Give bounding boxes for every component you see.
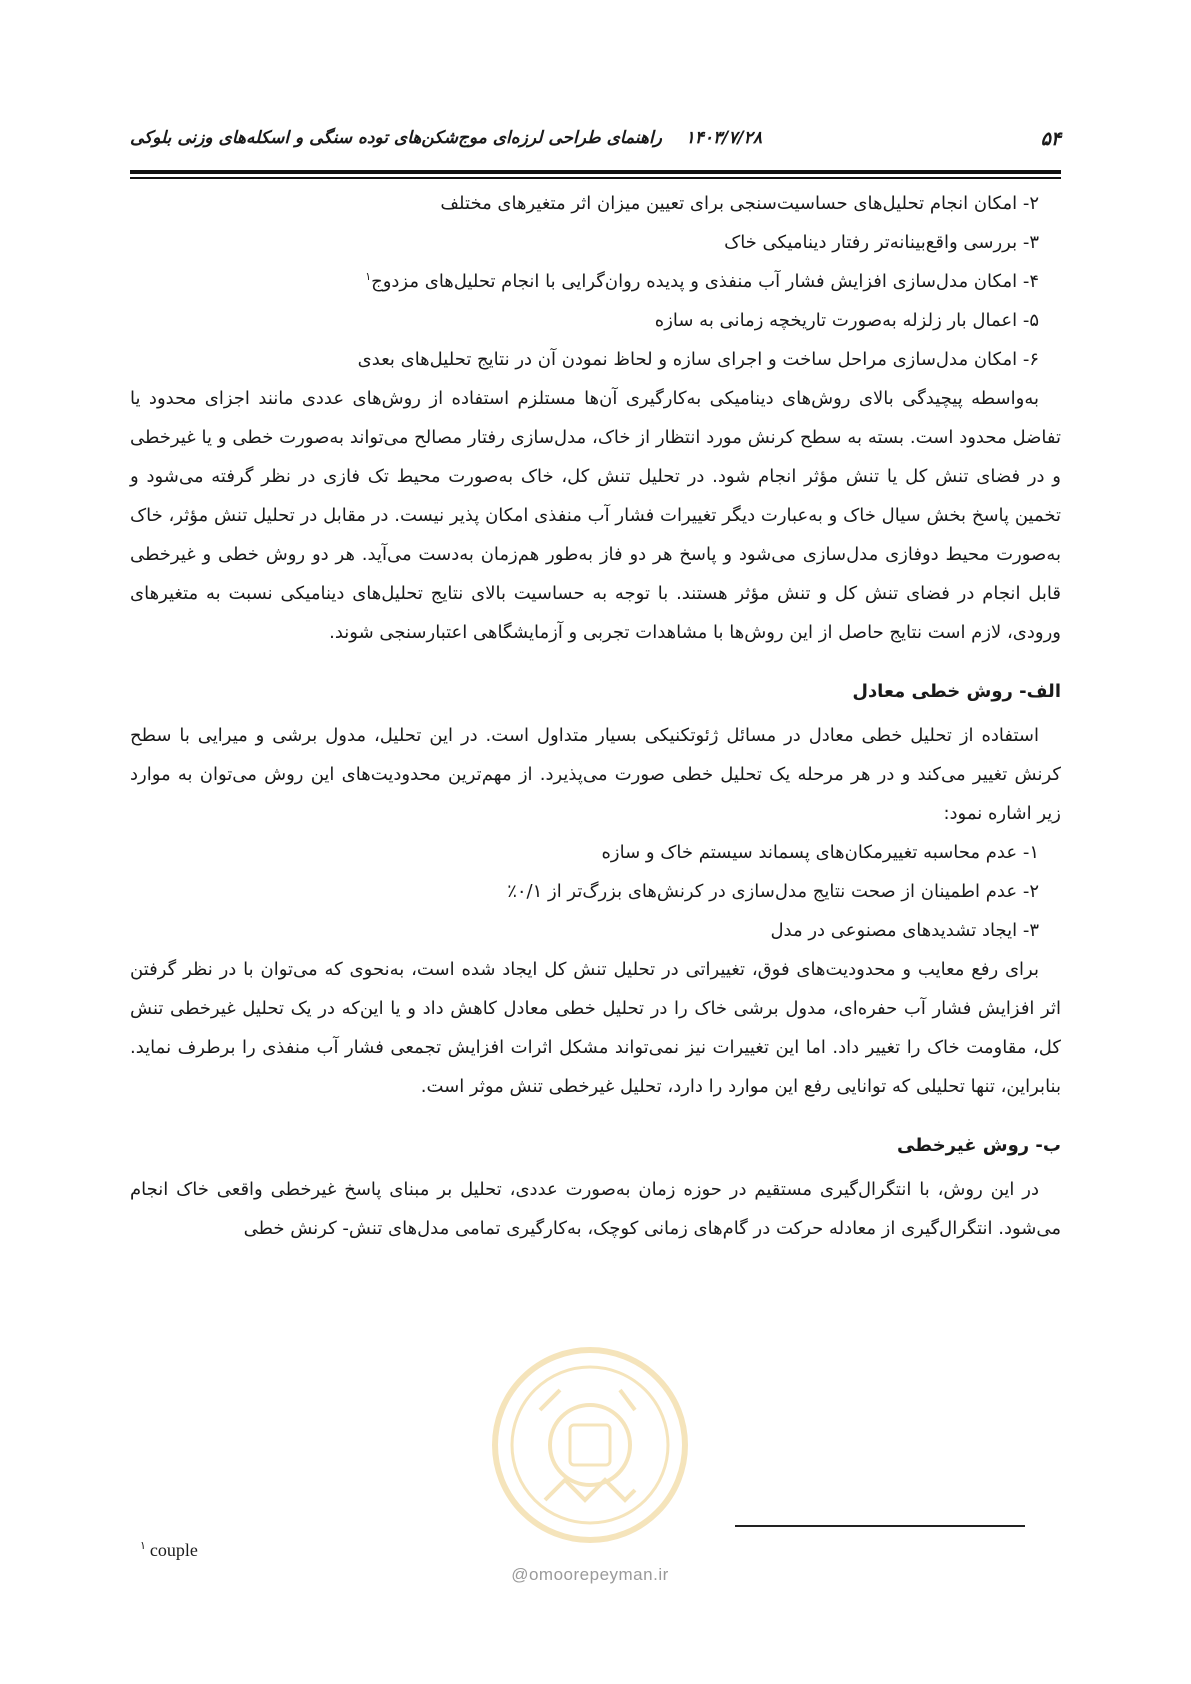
footnote-text: couple	[149, 1540, 198, 1560]
header-date: ۱۴۰۳/۷/۲۸	[685, 128, 762, 148]
paragraph: به‌واسطه پیچیدگی بالای روش‌های دینامیکی به‌کارگیری آن‌ها مستلزم استفاده از روش‌های عددی مانند اجزای محدود یا تفاضل محدود است. بسته به سطح کرنش مورد انتظار از خاک، مدل‌سازی رفتار مصالح می‌تواند به‌صورت خطی و یا غیرخطی و در فضای تنش کل یا تنش مؤثر انجام شود. در تحلیل تنش کل، خاک به‌صورت محیط تک فازی در نظر گرفته می‌شود و تخمین پاسخ بخش سیال خاک و به‌عبارت دیگر تغییرات فشار آب منفذی امکان پذیر نیست. در مقابل در تحلیل تنش مؤثر، خاک به‌صورت محیط دوفازی مدل‌سازی می‌شود و پاسخ هر دو فاز به‌طور هم‌زمان به‌دست می‌آید. هر دو روش خطی و غیرخطی قابل انجام در فضای تنش کل و تنش مؤثر هستند. با توجه به حساسیت بالای نتایج تحلیل‌های دینامیکی نسبت به متغیرهای ورودی، لازم است نتایج حاصل از این روش‌ها با مشاهدات تجربی و آزمایشگاهی اعتبارسنجی شوند.	[130, 388, 1061, 643]
header-rule-thin	[130, 177, 1061, 179]
list-item: ۲- امکان انجام تحلیل‌های حساسیت‌سنجی برای تعیین میزان اثر متغیرهای مختلف	[440, 193, 1039, 214]
list-item: ۱- عدم محاسبه تغییرمکان‌های پسماند سیستم خاک و سازه	[601, 842, 1039, 863]
list-item-text: ۴- امکان مدل‌سازی افزایش فشار آب منفذی و پدیده روان‌گرایی با انجام تحلیل‌های مزدوج	[371, 271, 1039, 292]
section-heading: الف- روش خطی معادل	[852, 681, 1061, 702]
header-rule	[130, 170, 1061, 174]
paragraph: در این روش، با انتگرال‌گیری مستقیم در حوزه زمان به‌صورت عددی، تحلیل بر مبنای پاسخ غیرخطی واقعی خاک انجام می‌شود. انتگرال‌گیری از معادله حرکت در گام‌های زمانی کوچک، به‌کارگیری تمامی مدل‌های تنش- کرنش خطی	[130, 1179, 1061, 1239]
list-item: ۵- اعمال بار زلزله به‌صورت تاریخچه زمانی به سازه	[654, 310, 1039, 331]
section-heading: ب- روش غیرخطی	[896, 1135, 1061, 1156]
page-body	[130, 184, 1061, 1248]
footnote-rule	[735, 1525, 1025, 1527]
watermark-text: @omoorepeyman.ir	[511, 1565, 669, 1584]
watermark	[485, 1330, 695, 1610]
paragraph: استفاده از تحلیل خطی معادل در مسائل ژئوتکنیکی بسیار متداول است. در این تحلیل، مدول برشی و میرایی با سطح کرنش تغییر می‌کند و در هر مرحله یک تحلیل خطی صورت می‌پذیرد. از مهم‌ترین محدودیت‌های این روش می‌توان به موارد زیر اشاره نمود:	[130, 725, 1061, 824]
footnote-marker: ۱	[365, 270, 372, 283]
footnote-number: ۱	[140, 1540, 146, 1552]
list-item: ۶- امکان مدل‌سازی مراحل ساخت و اجرای سازه و لحاظ نمودن آن در نتایج تحلیل‌های بعدی	[357, 349, 1039, 370]
page-header	[130, 126, 1061, 154]
list-item: ۳- بررسی واقع‌بینانه‌تر رفتار دینامیکی خاک	[724, 232, 1039, 253]
footnote	[140, 1540, 198, 1561]
list-item: ۳- ایجاد تشدیدهای مصنوعی در مدل	[770, 920, 1039, 941]
list-item	[130, 262, 1061, 301]
page-number: ۵۴	[1040, 128, 1061, 150]
running-title	[130, 128, 762, 148]
paragraph: برای رفع معایب و محدودیت‌های فوق، تغییراتی در تحلیل تنش کل ایجاد شده است، به‌نحوی که می‌توان با در نظر گرفتن اثر افزایش فشار آب حفره‌ای، مدول برشی خاک را در تحلیل خطی معادل کاهش داد و یا این‌که در یک تحلیل غیرخطی تنش کل، مقاومت خاک را تغییر داد. اما این تغییرات نیز نمی‌تواند مشکل اثرات افزایش تجمعی فشار آب منفذی را برطرف نماید. بنابراین، تنها تحلیلی که توانایی رفع این موارد را دارد، تحلیل غیرخطی تنش موثر است.	[130, 959, 1061, 1097]
header-title-text: راهنمای طراحی لرزه‌ای موج‌شکن‌های توده سنگی و اسکله‌های وزنی بلوکی	[130, 128, 662, 148]
seal-logo-icon	[485, 1330, 695, 1560]
list-item: ۲- عدم اطمینان از صحت نتایج مدل‌سازی در کرنش‌های بزرگ‌تر از ۰/۱٪	[507, 881, 1039, 902]
